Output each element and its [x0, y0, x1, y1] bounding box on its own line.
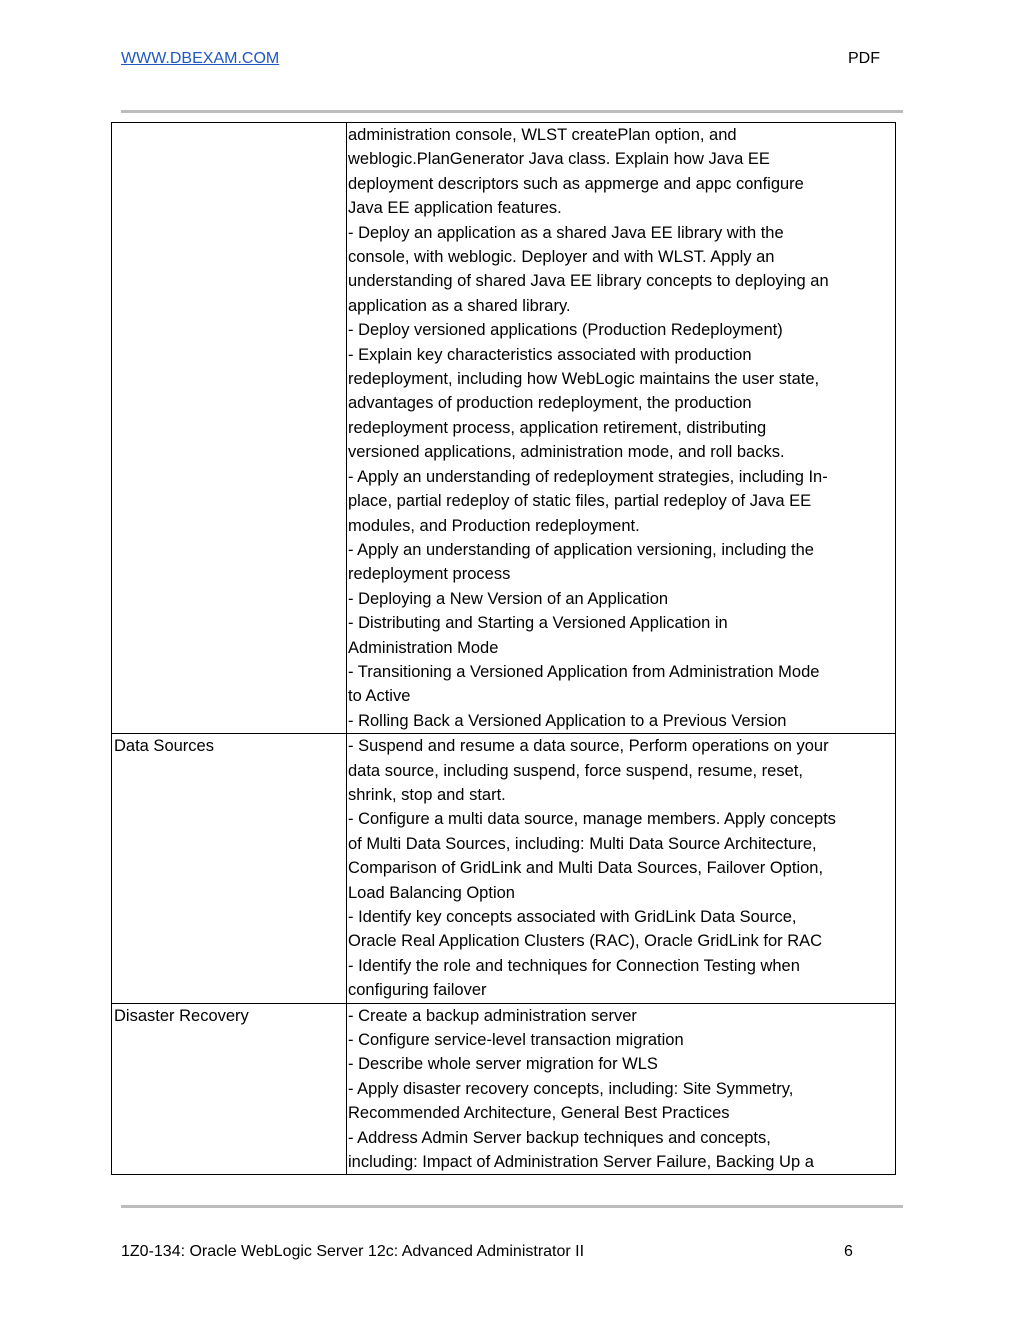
objective-line: application as a shared library. [348, 296, 571, 315]
exam-topics-table-body [112, 123, 896, 1175]
objective-line: - Distributing and Starting a Versioned Application in [348, 614, 728, 633]
objective-line: Java EE application features. [348, 199, 562, 218]
objective-line: including: Impact of Administration Server Failure, Backing Up a [348, 1153, 814, 1172]
objective-line: of Multi Data Sources, including: Multi Data Source Architecture, [348, 834, 817, 853]
table-row [112, 1003, 896, 1175]
objective-line: data source, including suspend, force suspend, resume, reset, [348, 761, 803, 780]
objective-line: - Apply an understanding of application versioning, including the [348, 540, 814, 559]
objective-line: Load Balancing Option [348, 883, 515, 902]
objective-line: - Deploying a New Version of an Application [348, 589, 669, 608]
topic-cell: Data Sources [112, 734, 347, 1003]
objective-line: Recommended Architecture, General Best Practices [348, 1104, 730, 1123]
objective-line: redeployment, including how WebLogic maintains the user state, [348, 370, 820, 389]
objective-line: redeployment process [348, 565, 511, 584]
table-row [112, 734, 896, 1003]
objective-line: console, with weblogic. Deployer and with WLST. Apply an [348, 248, 775, 267]
objective-line: modules, and Production redeployment. [348, 516, 640, 535]
objective-line: Comparison of GridLink and Multi Data Sources, Failover Option, [348, 859, 824, 878]
objective-line: - Describe whole server migration for WLS [348, 1055, 658, 1074]
footer-divider [121, 1205, 903, 1208]
objective-line: understanding of shared Java EE library concepts to deploying an [348, 272, 829, 291]
objective-line: place, partial redeploy of static files, partial redeploy of Java EE [348, 492, 812, 511]
objective-line: - Configure a multi data source, manage members. Apply concepts [348, 810, 836, 829]
objective-line: - Configure service-level transaction migration [348, 1031, 684, 1050]
objective-line: versioned applications, administration mode, and roll backs. [348, 443, 785, 462]
objective-line: - Rolling Back a Versioned Application to a Previous Version [348, 711, 787, 730]
objectives-cell [347, 123, 896, 734]
objective-line: configuring failover [348, 981, 487, 1000]
header-divider [121, 110, 903, 113]
objective-line: - Deploy versioned applications (Production Redeployment) [348, 321, 783, 340]
topic-cell: Disaster Recovery [112, 1003, 347, 1175]
objective-line: to Active [348, 687, 411, 706]
objective-line: weblogic.PlanGenerator Java class. Explain how Java EE [348, 150, 770, 169]
objective-line: shrink, stop and start. [348, 785, 506, 804]
objective-line: - Transitioning a Versioned Application from Administration Mode [348, 662, 820, 681]
objective-line: - Explain key characteristics associated with production [348, 345, 752, 364]
objective-line: redeployment process, application retirement, distributing [348, 418, 767, 437]
format-label: PDF [848, 50, 880, 67]
objective-line: - Deploy an application as a shared Java EE library with the [348, 223, 784, 242]
objective-line: - Identify the role and techniques for Connection Testing when [348, 956, 800, 975]
page-number: 6 [844, 1243, 853, 1260]
footer-title: 1Z0-134: Oracle WebLogic Server 12c: Advanced Administrator II [121, 1243, 585, 1260]
objective-line: - Apply disaster recovery concepts, including: Site Symmetry, [348, 1079, 794, 1098]
objective-line: deployment descriptors such as appmerge and appc configure [348, 174, 804, 193]
objective-line: Oracle Real Application Clusters (RAC), Oracle GridLink for RAC [348, 932, 823, 951]
objective-line: advantages of production redeployment, the production [348, 394, 752, 413]
objective-line: - Suspend and resume a data source, Perform operations on your [348, 737, 829, 756]
table-row [112, 123, 896, 734]
topic-cell [112, 123, 347, 734]
objective-line: - Apply an understanding of redeployment strategies, including In- [348, 467, 828, 486]
site-link[interactable]: WWW.DBEXAM.COM [121, 50, 280, 67]
exam-topics-table [111, 122, 896, 1175]
objective-line: - Create a backup administration server [348, 1006, 637, 1025]
objective-line: - Address Admin Server backup techniques and concepts, [348, 1128, 771, 1147]
objective-line: Administration Mode [348, 638, 499, 657]
objective-line: - Identify key concepts associated with GridLink Data Source, [348, 908, 797, 926]
objectives-cell [347, 734, 896, 1003]
objective-line: administration console, WLST createPlan option, and [348, 126, 737, 144]
objectives-cell [347, 1003, 896, 1175]
